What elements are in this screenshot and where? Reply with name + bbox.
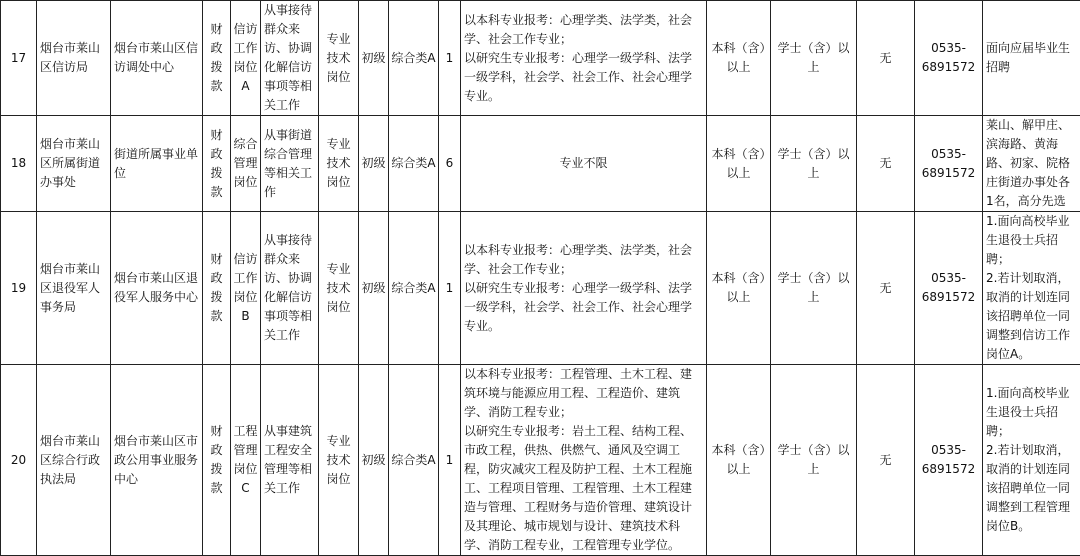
category-cell: 专业技术岗位 [319, 365, 359, 556]
department-cell: 烟台市莱山区综合行政执法局 [37, 365, 111, 556]
major-line: 以研究生专业报考：心理学一级学科、法学一级学科，社会学、社会工作、社会心理学专业。 [464, 279, 703, 336]
other-cell: 无 [857, 365, 915, 556]
other-cell: 无 [857, 116, 915, 212]
funding-cell: 财政拨款 [203, 212, 231, 365]
major-line: 以研究生专业报考：岩土工程、结构工程、市政工程，供热、供燃气、通风及空调工程，防灾减灾工程及防护工程、土木工程施工、工程项目管理、工程管理、土木工程建造与管理、工程财务与造价管理、建筑设计及其理论、城市规划与设计、建筑技术科学、消防工程专业，工程管理专业学位。 [464, 422, 703, 555]
degree-cell: 学士（含）以上 [771, 1, 857, 116]
category-cell: 专业技术岗位 [319, 1, 359, 116]
phone-cell: 0535-6891572 [915, 365, 983, 556]
major-line: 以本科专业报考：心理学类、法学类，社会学、社会工作专业； [464, 11, 703, 49]
unit-cell: 烟台市莱山区市政公用事业服务中心 [111, 365, 203, 556]
other-cell: 无 [857, 1, 915, 116]
row-number: 20 [1, 365, 37, 556]
table-row [1, 116, 1080, 212]
note-line: 2.若计划取消，取消的计划连同该招聘单位一同调整到信访工作岗位A。 [986, 269, 1077, 364]
other-cell: 无 [857, 212, 915, 365]
exam-cell: 综合类A [389, 1, 439, 116]
row-number: 18 [1, 116, 37, 212]
major-cell [461, 365, 707, 556]
category-cell: 专业技术岗位 [319, 212, 359, 365]
funding-cell: 财政拨款 [203, 116, 231, 212]
education-cell: 本科（含）以上 [707, 1, 771, 116]
degree-cell: 学士（含）以上 [771, 116, 857, 212]
table-row [1, 365, 1080, 556]
notes-cell [983, 1, 1080, 116]
note-line: 莱山、解甲庄、滨海路、黄海路、初家、院格庄街道办事处各1名，高分先选 [986, 116, 1077, 211]
table-row [1, 1, 1080, 116]
position-cell: 信访工作岗位A [231, 1, 261, 116]
exam-cell: 综合类A [389, 116, 439, 212]
row-number: 19 [1, 212, 37, 365]
unit-cell: 烟台市莱山区退役军人服务中心 [111, 212, 203, 365]
education-cell: 本科（含）以上 [707, 365, 771, 556]
phone-cell: 0535-6891572 [915, 1, 983, 116]
level-cell: 初级 [359, 212, 389, 365]
notes-cell [983, 212, 1080, 365]
exam-cell: 综合类A [389, 365, 439, 556]
duties-cell: 从事接待群众来访、协调化解信访事项等相关工作 [261, 212, 319, 365]
unit-cell: 烟台市莱山区信访调处中心 [111, 1, 203, 116]
row-number: 17 [1, 1, 37, 116]
major-cell [461, 1, 707, 116]
major-line: 以本科专业报考：工程管理、土木工程、建筑环境与能源应用工程、工程造价、建筑学、消防工程专业； [464, 365, 703, 422]
level-cell: 初级 [359, 116, 389, 212]
table-row [1, 212, 1080, 365]
count-cell: 1 [439, 1, 461, 116]
phone-cell: 0535-6891572 [915, 212, 983, 365]
unit-cell: 街道所属事业单位 [111, 116, 203, 212]
phone-cell: 0535-6891572 [915, 116, 983, 212]
category-cell: 专业技术岗位 [319, 116, 359, 212]
department-cell: 烟台市莱山区所属街道办事处 [37, 116, 111, 212]
level-cell: 初级 [359, 1, 389, 116]
count-cell: 1 [439, 212, 461, 365]
major-line: 以研究生专业报考：心理学一级学科、法学一级学科，社会学、社会工作、社会心理学专业。 [464, 49, 703, 106]
exam-cell: 综合类A [389, 212, 439, 365]
position-cell: 信访工作岗位B [231, 212, 261, 365]
major-cell [461, 116, 707, 212]
note-line: 2.若计划取消，取消的计划连同该招聘单位一同调整到工程管理岗位B。 [986, 441, 1077, 536]
funding-cell: 财政拨款 [203, 1, 231, 116]
duties-cell: 从事街道综合管理等相关工作 [261, 116, 319, 212]
level-cell: 初级 [359, 365, 389, 556]
note-line: 1.面向高校毕业生退役士兵招聘； [986, 384, 1077, 441]
count-cell: 6 [439, 116, 461, 212]
major-line: 以本科专业报考：心理学类、法学类，社会学、社会工作专业； [464, 241, 703, 279]
department-cell: 烟台市莱山区退役军人事务局 [37, 212, 111, 365]
position-cell: 综合管理岗位 [231, 116, 261, 212]
department-cell: 烟台市莱山区信访局 [37, 1, 111, 116]
notes-cell [983, 116, 1080, 212]
funding-cell: 财政拨款 [203, 365, 231, 556]
count-cell: 1 [439, 365, 461, 556]
major-cell [461, 212, 707, 365]
note-line: 1.面向高校毕业生退役士兵招聘； [986, 212, 1077, 269]
degree-cell: 学士（含）以上 [771, 365, 857, 556]
duties-cell: 从事接待群众来访、协调化解信访事项等相关工作 [261, 1, 319, 116]
degree-cell: 学士（含）以上 [771, 212, 857, 365]
notes-cell [983, 365, 1080, 556]
note-line: 面向应届毕业生招聘 [986, 39, 1077, 77]
position-cell: 工程管理岗位C [231, 365, 261, 556]
duties-cell: 从事建筑工程安全管理等相关工作 [261, 365, 319, 556]
major-line: 专业不限 [464, 154, 703, 173]
education-cell: 本科（含）以上 [707, 116, 771, 212]
education-cell: 本科（含）以上 [707, 212, 771, 365]
